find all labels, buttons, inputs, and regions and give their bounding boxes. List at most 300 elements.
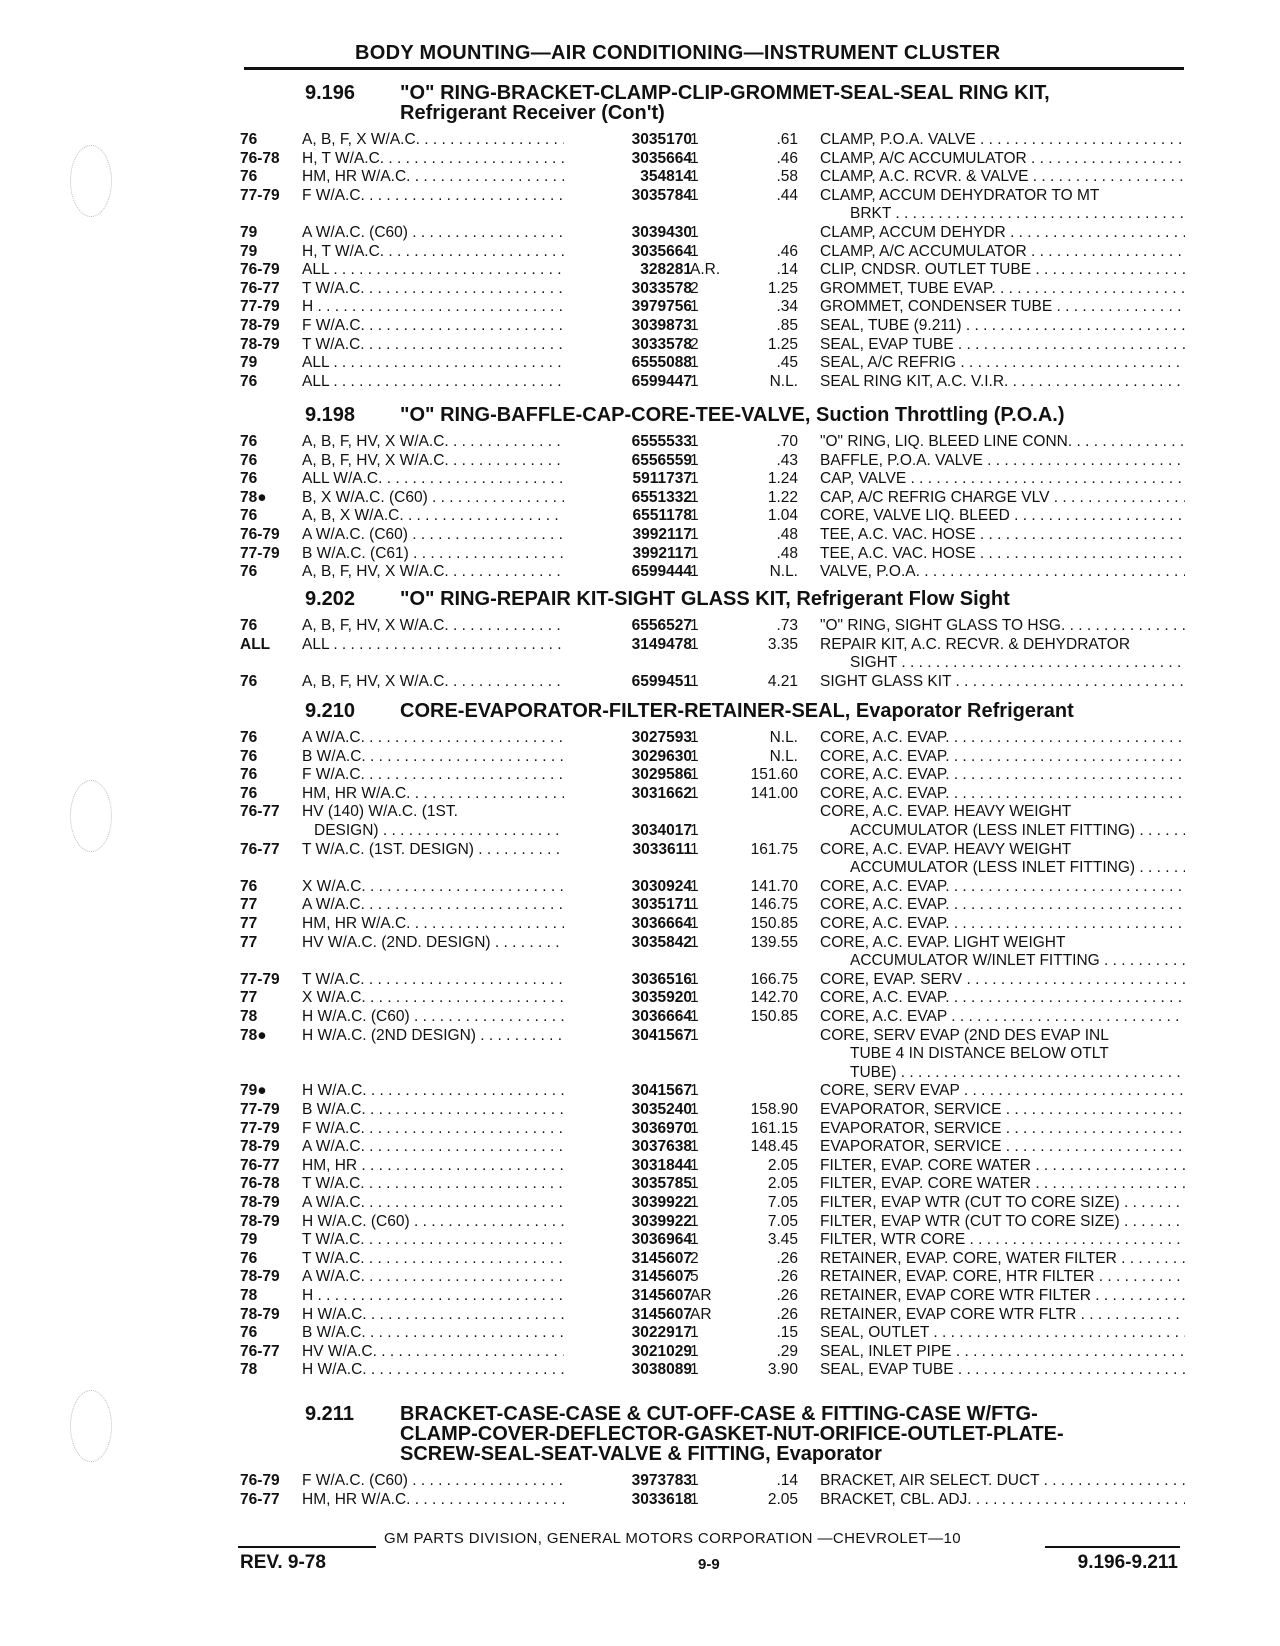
model-year: 76: [240, 877, 258, 895]
parts-row: [0, 1138, 1280, 1157]
quantity: 1: [690, 186, 699, 204]
price: 150.85: [750, 1008, 798, 1025]
punch-hole-mark: [70, 780, 112, 852]
application: [302, 617, 564, 636]
application-line: ALL . . .: [302, 261, 564, 280]
part-description: [820, 243, 1185, 262]
description-line: CORE, VALVE LIQ. BLEED . . .: [820, 507, 1185, 526]
description-line: SEAL, A/C REFRIG . . .: [820, 354, 1185, 373]
model-year: 76-77: [240, 803, 280, 821]
part-description: [820, 1472, 1185, 1491]
description-line: CORE, EVAP. SERV . . .: [820, 971, 1185, 990]
parts-row: [0, 452, 1280, 471]
parts-row: [0, 1194, 1280, 1213]
part-description: [820, 150, 1185, 169]
part-description: [820, 1175, 1185, 1194]
model-year: 77: [240, 915, 258, 932]
part-description: [820, 673, 1185, 692]
section-title: [400, 405, 1190, 425]
part-description: [820, 545, 1185, 564]
part-description: [820, 636, 1185, 673]
quantity: 1: [690, 989, 699, 1007]
price: 158.90: [750, 1101, 798, 1118]
quantity: 1: [690, 1138, 699, 1156]
model-year: 76-77: [240, 279, 280, 297]
application: [302, 261, 564, 280]
part-description: [820, 1268, 1185, 1287]
model-year: 78: [240, 1008, 258, 1025]
part-number: 3035664: [631, 242, 692, 260]
model-year: 76: [240, 433, 258, 450]
parts-row: [0, 280, 1280, 299]
application-line: B W/A.C. (C61) . . .: [302, 545, 564, 564]
section-title-line: SCREW-SEAL-SEAT-VALVE & FITTING, Evaporator: [400, 1443, 882, 1465]
price: 150.85: [750, 915, 798, 932]
price: .48: [776, 544, 798, 562]
price: .15: [776, 1324, 798, 1342]
description-line: CORE, A.C. EVAP . . .: [820, 1008, 1185, 1027]
model-year: 76-79: [240, 1472, 280, 1489]
part-number: 3033578: [631, 279, 692, 297]
model-year: 76: [240, 729, 258, 746]
footer-page-number: 9-9: [698, 1556, 720, 1573]
part-description: [820, 224, 1185, 243]
description-line: SEAL, INLET PIPE . . .: [820, 1343, 1185, 1362]
description-line: SEAL, EVAP TUBE . . .: [820, 336, 1185, 355]
section-title: [400, 589, 1190, 609]
application: [302, 354, 564, 373]
part-description: [820, 989, 1185, 1008]
model-year: 78: [240, 1287, 258, 1304]
part-number: 6555533: [631, 433, 692, 450]
price: 4.21: [767, 672, 798, 690]
model-year: 77-79: [240, 544, 280, 562]
quantity: 1: [690, 747, 699, 765]
application-line: H, T W/A.C. . . .: [302, 243, 564, 262]
part-description: [820, 489, 1185, 508]
part-description: [820, 1324, 1185, 1343]
description-line: SIGHT . . .: [820, 654, 1185, 673]
quantity: 1: [690, 1101, 699, 1118]
description-line: RETAINER, EVAP. CORE, HTR FILTER . . .: [820, 1268, 1185, 1287]
application-line: X W/A.C. . . .: [302, 989, 564, 1008]
parts-row: [0, 261, 1280, 280]
part-number: 3039873: [631, 317, 692, 334]
description-line: SEAL, OUTLET . . .: [820, 1324, 1185, 1343]
quantity: 1: [690, 544, 699, 562]
section-title-line: CORE-EVAPORATOR-FILTER-RETAINER-SEAL, Evaporator Refrigerant: [400, 700, 1074, 722]
part-number: 354814: [640, 168, 692, 186]
application-line: A W/A.C. . . .: [302, 1268, 564, 1287]
parts-row: [0, 1250, 1280, 1269]
application: [302, 545, 564, 564]
parts-row: [0, 1306, 1280, 1325]
application-line: H . . .: [302, 1287, 564, 1306]
parts-row: [0, 373, 1280, 392]
part-description: [820, 433, 1185, 452]
quantity: 1: [690, 784, 699, 802]
quantity: 1: [690, 617, 699, 634]
price: 1.22: [767, 488, 798, 506]
application: [302, 636, 564, 655]
application-line: H . . .: [302, 298, 564, 317]
application-line: B W/A.C. . . .: [302, 1324, 564, 1343]
part-number: 6551178: [632, 507, 692, 525]
parts-row: [0, 526, 1280, 545]
section-title-line: BRACKET-CASE-CASE & CUT-OFF-CASE & FITTING-CASE W/FTG-: [400, 1403, 1038, 1425]
part-number: 3036964: [631, 1231, 692, 1249]
model-year: 77-79: [240, 1101, 280, 1118]
model-year: 78●: [240, 1026, 267, 1044]
part-description: [820, 729, 1185, 748]
model-year: 79: [240, 354, 258, 372]
application-line: HM, HR . . .: [302, 1157, 564, 1176]
application: [302, 433, 564, 452]
application-line: HM, HR W/A.C. . . .: [302, 785, 564, 804]
model-year: 76: [240, 507, 258, 525]
parts-row: [0, 989, 1280, 1008]
description-line: CLAMP, P.O.A. VALVE . . .: [820, 131, 1185, 150]
quantity: 1: [690, 1194, 699, 1211]
section-title-line: Refrigerant Receiver (Con't): [400, 102, 665, 124]
section-title-line: "O" RING-BRACKET-CLAMP-CLIP-GROMMET-SEAL-SEAL RING KIT,: [400, 82, 1050, 104]
part-number: 3992117: [632, 544, 692, 562]
part-description: [820, 1306, 1185, 1325]
quantity: 1: [690, 729, 699, 746]
part-number: 3036664: [631, 1008, 692, 1025]
model-year: 76-79: [240, 526, 280, 543]
model-year: 76: [240, 563, 258, 581]
price: 2.05: [767, 1175, 798, 1193]
part-number: 3035171: [631, 896, 692, 914]
part-number: 3029586: [631, 766, 692, 784]
footer-section-range: 9.196-9.211: [1077, 1552, 1178, 1573]
quantity: 1: [690, 224, 699, 241]
part-description: [820, 617, 1185, 636]
application-line: A, B, F, HV, X W/A.C. . . .: [302, 617, 564, 636]
application: [302, 563, 564, 582]
application-line: T W/A.C. (1ST. DESIGN) . . .: [302, 841, 564, 860]
application-line: F W/A.C. . . .: [302, 1120, 564, 1139]
parts-row: [0, 729, 1280, 748]
description-line: BRACKET, CBL. ADJ. . . .: [820, 1491, 1185, 1510]
application-line: A W/A.C. . . .: [302, 1138, 564, 1157]
description-line: FILTER, EVAP WTR (CUT TO CORE SIZE) . . .: [820, 1213, 1185, 1232]
parts-row: [0, 1491, 1280, 1510]
part-description: [820, 187, 1185, 224]
parts-row: [0, 896, 1280, 915]
price: .46: [776, 149, 798, 167]
quantity: 1: [690, 1472, 699, 1489]
part-description: [820, 748, 1185, 767]
quantity: 1: [690, 470, 699, 488]
price: N.L.: [769, 747, 798, 765]
application: [302, 673, 564, 692]
description-line: SEAL, TUBE (9.211) . . .: [820, 317, 1185, 336]
part-description: [820, 1008, 1185, 1027]
price: 161.75: [750, 840, 798, 858]
model-year: 76-78: [240, 1175, 280, 1193]
application-line: HM, HR W/A.C. . . .: [302, 168, 564, 187]
parts-row: [0, 298, 1280, 317]
section-title-line: "O" RING-REPAIR KIT-SIGHT GLASS KIT, Refrigerant Flow Sight: [400, 588, 1010, 610]
application: [302, 841, 564, 860]
application: [302, 1175, 564, 1194]
parts-row: [0, 470, 1280, 489]
description-line: FILTER, EVAP WTR (CUT TO CORE SIZE) . . .: [820, 1194, 1185, 1213]
parts-row: [0, 433, 1280, 452]
parts-row: [0, 971, 1280, 990]
model-year: 79●: [240, 1082, 267, 1100]
quantity: 1: [690, 1324, 699, 1342]
part-number: 3992117: [632, 526, 692, 543]
part-description: [820, 261, 1185, 280]
part-description: [820, 280, 1185, 299]
description-line: CORE, A.C. EVAP. . . .: [820, 729, 1185, 748]
application-line: H W/A.C. (C60) . . .: [302, 1008, 564, 1027]
price: 1.04: [767, 507, 798, 525]
part-description: [820, 1120, 1185, 1139]
application: [302, 1008, 564, 1027]
application: [302, 934, 564, 953]
part-description: [820, 1082, 1185, 1101]
part-description: [820, 563, 1185, 582]
application: [302, 317, 564, 336]
model-year: 77: [240, 933, 258, 951]
description-line: FILTER, EVAP. CORE WATER . . .: [820, 1175, 1185, 1194]
model-year: 78-79: [240, 1194, 280, 1211]
application-line: A, B, F, HV, X W/A.C. . . .: [302, 433, 564, 452]
part-number: 3145607: [631, 1249, 692, 1267]
parts-row: [0, 131, 1280, 150]
application-line: A, B, F, HV, X W/A.C. . . .: [302, 452, 564, 471]
price: N.L.: [769, 729, 798, 746]
quantity: 1: [690, 672, 699, 690]
description-line: CLAMP, ACCUM DEHYDR . . .: [820, 224, 1185, 243]
application: [302, 470, 564, 489]
part-number: 3145607: [631, 1287, 692, 1304]
application-line: A, B, X W/A.C. . . .: [302, 507, 564, 526]
application: [302, 915, 564, 934]
application: [302, 168, 564, 187]
model-year: 76-79: [240, 261, 280, 279]
application: [302, 526, 564, 545]
price: N.L.: [769, 372, 798, 390]
model-year: 78-79: [240, 1212, 280, 1230]
part-description: [820, 1027, 1185, 1083]
parts-row: [0, 934, 1280, 971]
price: .85: [776, 317, 798, 334]
application-line: H W/A.C. . . .: [302, 1306, 564, 1325]
part-number: 3145607: [631, 1305, 692, 1323]
part-number: 3033578: [631, 335, 692, 353]
quantity: AR: [690, 1287, 712, 1304]
parts-row: [0, 748, 1280, 767]
quantity: 2: [690, 335, 699, 353]
part-description: [820, 1157, 1185, 1176]
description-line: FILTER, WTR CORE . . .: [820, 1231, 1185, 1250]
quantity: A.R.: [690, 261, 721, 279]
application: [302, 1472, 564, 1491]
section-number: 9.198: [305, 404, 356, 426]
model-year: 77-79: [240, 186, 280, 204]
application-line: HV (140) W/A.C. (1ST.: [302, 803, 458, 821]
application-line: A, B, F, X W/A.C. . . .: [302, 131, 564, 150]
application-line: ALL . . .: [302, 636, 564, 655]
description-line: EVAPORATOR, SERVICE . . .: [820, 1120, 1185, 1139]
part-description: [820, 131, 1185, 150]
model-year: 77-79: [240, 970, 280, 988]
application-line: A W/A.C. . . .: [302, 1194, 564, 1213]
application: [302, 224, 564, 243]
price: 141.70: [750, 877, 798, 895]
application-line: H W/A.C. (2ND DESIGN) . . .: [302, 1027, 564, 1046]
quantity: 1: [690, 915, 699, 932]
parts-row: [0, 1213, 1280, 1232]
part-description: [820, 785, 1185, 804]
part-number: 3031662: [631, 784, 692, 802]
footer-rule-right: [1045, 1546, 1180, 1548]
parts-row: [0, 617, 1280, 636]
price: .26: [776, 1305, 798, 1323]
part-number: 3035240: [631, 1101, 692, 1118]
application-line: H W/A.C. . . .: [302, 1361, 564, 1380]
description-line: RETAINER, EVAP. CORE, WATER FILTER . . .: [820, 1250, 1185, 1269]
model-year: 76: [240, 672, 258, 690]
model-year: 76: [240, 131, 258, 148]
model-year: 76: [240, 470, 258, 488]
price: 2.05: [767, 1156, 798, 1174]
price: 151.60: [750, 766, 798, 784]
quantity: 1: [690, 168, 699, 186]
part-description: [820, 1213, 1185, 1232]
part-description: [820, 452, 1185, 471]
part-number: 3039922: [631, 1212, 692, 1230]
application-line: T W/A.C. . . .: [302, 1175, 564, 1194]
parts-row: [0, 1324, 1280, 1343]
model-year: 76: [240, 372, 258, 390]
price: .73: [776, 617, 798, 634]
application: [302, 1306, 564, 1325]
quantity: 1: [690, 766, 699, 784]
part-description: [820, 336, 1185, 355]
description-line: TEE, A.C. VAC. HOSE . . .: [820, 545, 1185, 564]
part-number: 3035920: [631, 989, 692, 1007]
price: 1.24: [767, 470, 798, 488]
part-description: [820, 766, 1185, 785]
description-line: CORE, A.C. EVAP. . . .: [820, 785, 1185, 804]
quantity: 1: [690, 507, 699, 525]
application-line: H W/A.C. . . .: [302, 1082, 564, 1101]
price: .45: [776, 354, 798, 372]
quantity: 1: [690, 1361, 699, 1379]
section-title: [400, 1404, 1190, 1464]
application: [302, 298, 564, 317]
application-line: ALL . . .: [302, 354, 564, 373]
application: [302, 131, 564, 150]
part-number: 3022917: [631, 1324, 692, 1342]
application-line: ALL W/A.C. . . .: [302, 470, 564, 489]
price: 148.45: [750, 1138, 798, 1156]
application: [302, 1027, 564, 1046]
parts-row: [0, 636, 1280, 673]
model-year: 79: [240, 224, 258, 241]
price: 1.25: [767, 335, 798, 353]
part-number: 6599451: [631, 672, 692, 690]
quantity: 1: [690, 1342, 699, 1360]
application: [302, 803, 564, 840]
price: 2.05: [767, 1490, 798, 1508]
section-title: [400, 701, 1190, 721]
model-year: 77-79: [240, 1119, 280, 1137]
part-number: 6555088: [631, 354, 692, 372]
application: [302, 896, 564, 915]
quantity: 1: [690, 1082, 699, 1100]
parts-row: [0, 1082, 1280, 1101]
part-description: [820, 526, 1185, 545]
section-number: 9.196: [305, 82, 356, 104]
part-number: 3041567: [631, 1082, 692, 1100]
description-line: CORE, A.C. EVAP. . . .: [820, 878, 1185, 897]
description-line: REPAIR KIT, A.C. RECVR. & DEHYDRATOR: [820, 635, 1131, 653]
parts-row: [0, 1120, 1280, 1139]
part-number: 3036664: [631, 915, 692, 932]
description-line: CORE, SERV EVAP . . .: [820, 1082, 1185, 1101]
model-year: 76: [240, 747, 258, 765]
description-line: TUBE 4 IN DISTANCE BELOW OTLT: [850, 1045, 1109, 1063]
quantity: 1: [690, 1490, 699, 1508]
part-description: [820, 1194, 1185, 1213]
part-number: 3033618: [631, 1490, 692, 1508]
footer-revision: REV. 9-78: [240, 1552, 326, 1573]
footer-publisher: GM PARTS DIVISION, GENERAL MOTORS CORPORATION —CHEVROLET—10: [384, 1530, 962, 1547]
description-line: GROMMET, CONDENSER TUBE . . .: [820, 298, 1185, 317]
description-line: CORE, A.C. EVAP. HEAVY WEIGHT: [820, 840, 1072, 858]
section-number: 9.210: [305, 700, 356, 722]
application: [302, 1157, 564, 1176]
description-line: RETAINER, EVAP CORE WTR FILTER . . .: [820, 1287, 1185, 1306]
description-line: CORE, A.C. EVAP. . . .: [820, 915, 1185, 934]
price: 3.35: [767, 635, 798, 653]
description-line: "O" RING, LIQ. BLEED LINE CONN. . . .: [820, 433, 1185, 452]
quantity: 1: [690, 372, 699, 390]
parts-row: [0, 150, 1280, 169]
parts-row: [0, 317, 1280, 336]
application: [302, 507, 564, 526]
part-number: 3038089: [631, 1361, 692, 1379]
parts-row: [0, 1157, 1280, 1176]
quantity: 1: [690, 488, 699, 506]
part-description: [820, 934, 1185, 971]
description-line: CAP, VALVE . . .: [820, 470, 1185, 489]
price: .46: [776, 242, 798, 260]
application-line: T W/A.C. . . .: [302, 336, 564, 355]
parts-row: [0, 878, 1280, 897]
model-year: 76: [240, 1324, 258, 1342]
part-description: [820, 168, 1185, 187]
quantity: 1: [690, 526, 699, 543]
part-number: 3973783: [631, 1472, 692, 1489]
quantity: 5: [690, 1268, 699, 1286]
section-number: 9.211: [305, 1403, 354, 1425]
part-number: 3035664: [631, 149, 692, 167]
description-line: CLAMP, A.C. RCVR. & VALVE . . .: [820, 168, 1185, 187]
parts-row: [0, 1343, 1280, 1362]
model-year: 77: [240, 989, 258, 1007]
quantity: 1: [690, 242, 699, 260]
parts-row: [0, 1231, 1280, 1250]
part-description: [820, 317, 1185, 336]
